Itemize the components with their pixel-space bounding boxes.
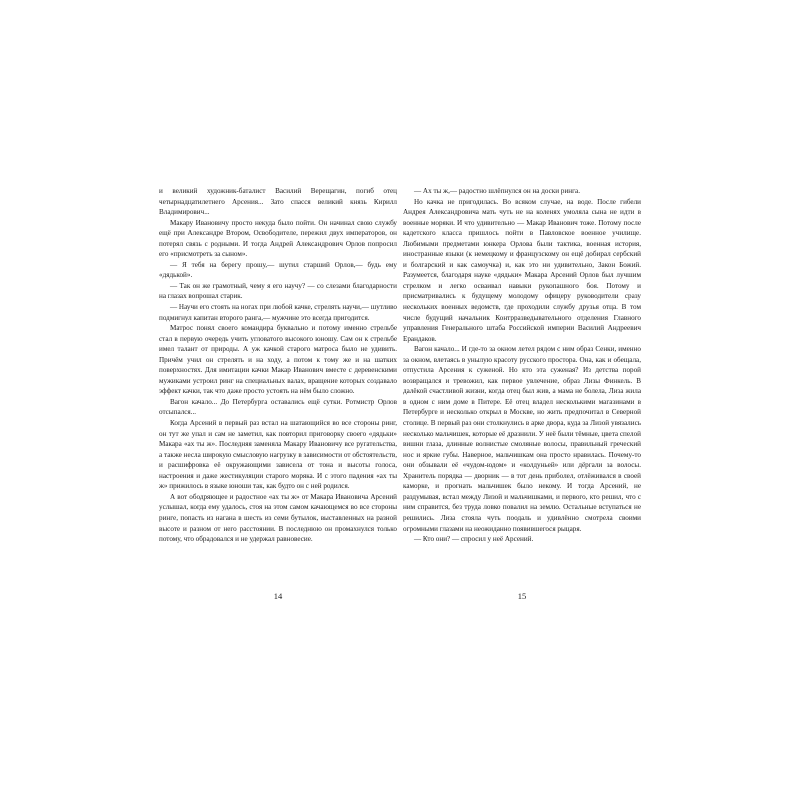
paragraph: — Научи его стоять на ногах при любой качке, стрелять научи,— шутливо подмигнул капитан второго ранга,— мужчине это всегда пригодится.: [159, 303, 397, 322]
page-number-right: 15: [517, 591, 527, 601]
left-page-text: [159, 186, 397, 545]
page-number-left: 14: [273, 591, 283, 601]
paragraph: Макару Ивановичу просто некуда было пойти. Он начинал свою службу ещё при Александре Втором, Освободителе, пережил двух императоров, он потерял связь с родными. И тогда Андрей Александрович Орлов попросил его «присмотреть за сыном».: [159, 218, 397, 259]
paragraph: А вот ободряющее и радостное «ах ты ж» от Макара Ивановича Арсений услышал, когда ему удалось, стоя на этом самом качающемся во все стороны ринге, попасть из нагана в шесть из семи бутылок, выставленных на разной высоте и разном от него расстоянии. В последнюю он промахнулся только потому, что обрадовался и не удержал равновесие.: [159, 492, 397, 544]
paragraph: Матрос понял своего командира буквально и потому именно стрельбе стал в первую очередь учить угловатого высокого юношу. Сам он к стрельбе имел талант от природы. А уж качкой старого матроса было не удивить. Причём учил он стрелять и на ходу, а потом к тому же и на шатких поверхностях. Для имитации качки Макар Иванович вместе с деревенскими мужиками устроил ринг на специальных валах, вращение которых создавало эффект качки, так что даже просто устоять на нём было сложно.: [159, 324, 397, 396]
paragraph: Но качка не пригодилась. Во всяком случае, на воде. После гибели Андрея Александровича мать чуть не на коленях умоляла сына не идти в военные моряки. И что удивительно — Макар Иванович тоже. Потому после кадетского класса пришлось пойти в Павловское военное училище. Любимыми предметами юнкера Орлова были тактика, военная история, иностранные языки (к немецкому и французскому он ещё добирал сербский и болгарский и как самоучка) и, как это ни удивительно, Закон Божий. Разумеется, благодаря науке «дядьки» Макара Арсений Орлов был лучшим стрелком и легко осваивал навыки рукопашного боя. Потому и присматривались к будущему молодому офицеру руководители сразу нескольких военных ведомств, где проходили службу друзья отца. В том числе будущий начальник Контрразведывательного отделения Главного управления Генерального штаба Российской империи Василий Андреевич Ерандаков.: [403, 197, 641, 343]
right-page-text: [403, 186, 641, 545]
paragraph: — Кто они? — спросил у неё Арсений.: [414, 535, 534, 544]
paragraph: и великий художник-баталист Василий Верещагин, погиб отец четырнадцатилетнего Арсения... Зато спасся великий князь Кирилл Владимирович...: [159, 187, 397, 217]
paragraph: Когда Арсений в первый раз встал на шатающийся во все стороны ринг, он тут же упал и сам не заметил, как повторил приговорку своего «дядьки» Макара «ах ты ж». Последняя заменяла Макару Ивановичу все ругательства, а также несла широкую смысловую нагрузку в зависимости от обстоятельств, и расшифровка её окружающими зависела от тона и высоты голоса, настроения и даже жестикуляции старого моряка. И с этого падения «ах ты ж» прижилось в языке юноши так, как будто он с ней родился.: [159, 419, 397, 491]
paragraph: — Так он же грамотный, чему я его научу? — со слезами благодарности на глазах вопрошал старик.: [159, 281, 397, 301]
paragraph: Вагон качало... И где-то за окном летел рядом с ним образ Сенки, именно за окном, влетаясь в унылую красоту русского простора. Она, как и обещала, отпустила Арсения к суженой. Но кто эта суженая? Из детства порой возвращался и тревожил, как первое увлечение, образ Лизы Финкель. В далёкой счастливой жизни, когда отец был жив, а мама не болела, Лиза жила в одном с ним доме в Питере. Её отец владел несколькими магазинами в Петербурге и несколько открыл в Москве, но жить предпочитал в Северной столице. В первый раз они столкнулись в арке двора, куда за Лизой увязались несколько мальчишек, которые её дразнили. У неё были тёмные, цвета спелой вишни глаза, длинные волнистые смоляные волосы, правильный греческий нос и яркие губы. Наверное, мальчишкам она просто нравилась. Почему-то они обзывали её «чудом-юдом» и «колдуньей» или дёргали за волосы. Хранитель порядка — дворник — в тот день приболел, отлёживался в своей каморке, и прогнать мальчишек было некому. И тогда Арсений, не раздумывая, встал между Лизой и мальчишками, и первого, кто решил, что с ним справится, без труда ловко повалил на землю. Остальные вступаться не решились. Лиза стояла чуть поодаль и удивлённо смотрела своими огромными глазами на неожиданно появившегося рыцаря.: [403, 345, 641, 533]
paragraph: Вагон качало... До Петербурга оставались ещё сутки. Ротмистр Орлов отсыпался...: [159, 397, 397, 417]
paragraph: — Ах ты ж,— радостно шлёпнулся он на доски ринга.: [414, 187, 580, 195]
paragraph: — Я тебя на берегу прошу,— шутил старший Орлов,— будь ему «дядькой».: [159, 260, 397, 280]
